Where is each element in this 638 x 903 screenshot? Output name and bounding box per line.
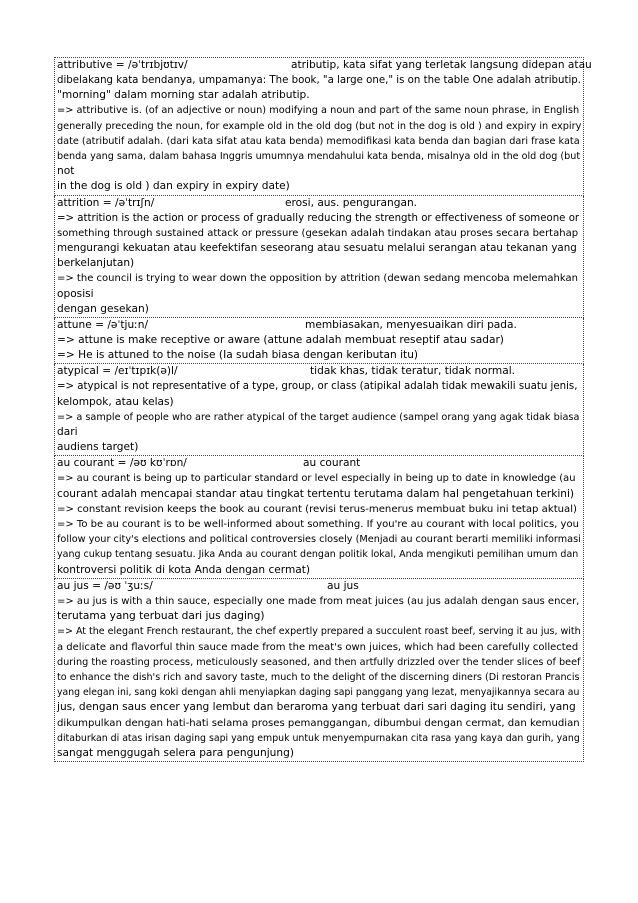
entry-line: not <box>57 165 75 178</box>
entry-line: => a sample of people who are rather atypical of the target audience (sampel orang yang agak tidak biasa <box>57 411 580 423</box>
entry-line: to enhance the dish's rich and savory taste, much to the delight of the discerning diners (Di restoran Prancis <box>57 671 580 683</box>
entry-line: generally preceding the noun, for example old in the old dog (but not in the dog is old ) and expiry in expiry <box>57 120 582 132</box>
entry-translation: erosi, aus. pengurangan. <box>285 196 418 209</box>
entry-line: oposisi <box>57 287 94 300</box>
entry-line: => attune is make receptive or aware (attune adalah membuat reseptif atau sadar) <box>57 334 504 347</box>
entry-translation: tidak khas, tidak teratur, tidak normal. <box>310 365 516 378</box>
entry-translation: au courant <box>303 457 361 470</box>
entry-line: => au courant is being up to particular standard or level especially in being up to date in knowledge (au <box>57 473 576 485</box>
entry-header <box>57 456 581 471</box>
entry-line: audiens target) <box>57 441 139 454</box>
entry-au-jus <box>54 579 584 762</box>
entry-line: dibelakang kata bendanya, umpamanya: The book, "a large one," is on the table One adalah atributip. <box>57 75 581 86</box>
entry-line: => constant revision keeps the book au courant (revisi terus-menerus membuat buku ini tetap aktual) <box>57 503 577 515</box>
dictionary-page <box>54 57 592 762</box>
entry-line: => To be au courant is to be well-informed about something. If you're au courant with local politics, you <box>57 519 579 531</box>
entry-line: mengurangi kekuatan atau keefektifan seseorang atau sesuatu melalui serangan atau tekanan yang <box>57 242 577 255</box>
entry-attune <box>54 318 584 364</box>
entry-line: in the dog is old ) dan expiry in expiry date) <box>57 180 290 193</box>
entry-line: date (atributif adalah. (dari kata sifat atau kata benda) memodifikasi kata benda dan bagian dari frase kata <box>57 135 580 147</box>
entry-term: au courant = /əʊ kʊˈrɒn/ <box>57 457 187 470</box>
entry-line: => au jus is with a thin sauce, especially one made from meat juices (au jus adalah dengan saus encer, <box>57 595 580 607</box>
entry-header <box>57 58 592 73</box>
entry-line: courant adalah mencapai standar atau tingkat tertentu terutama dalam hal pengetahuan terkini) <box>57 487 575 500</box>
entry-line: terutama yang terbuat dari jus daging) <box>57 610 265 623</box>
entry-line: benda yang sama, dalam bahasa Inggris umumnya mendahului kata benda, misalnya old in the old dog (but <box>57 151 581 163</box>
entry-line: dikumpulkan dengan hati-hati selama proses pemanggangan, dibumbui dengan cermat, dan kemudian <box>57 717 580 729</box>
entry-header <box>57 318 581 333</box>
entry-translation: membiasakan, menyesuaikan diri pada. <box>305 319 517 332</box>
entry-header <box>57 364 581 379</box>
entry-attrition <box>54 196 584 318</box>
entry-term: attune = /əˈtjuːn/ <box>57 319 149 332</box>
entry-line: => attrition is the action or process of gradually reducing the strength or effectiveness of someone or <box>57 212 580 224</box>
entry-line: during the roasting process, meticulously seasoned, and then artfully drizzled over the tender slices of beef <box>57 656 581 668</box>
entry-line: dengan gesekan) <box>57 302 149 315</box>
entry-line: "morning" dalam morning star adalah atributip. <box>57 89 310 102</box>
entry-term: attrition = /əˈtrɪʃn/ <box>57 196 155 209</box>
entry-line: => the council is trying to wear down the opposition by attrition (dewan sedang mencoba melemahkan <box>57 273 578 285</box>
entry-line: yang elegan ini, sang koki dengan ahli menyiapkan daging sapi panggang yang lezat, menyajikannya secara au <box>57 687 580 699</box>
entry-line: follow your city's elections and political controversies closely (Menjadi au courant berarti memiliki informasi <box>57 534 581 546</box>
entry-atypical <box>54 364 584 456</box>
entry-line: yang cukup tentang sesuatu. Jika Anda au courant dengan politik lokal, Anda mengikuti pemilihan umum dan <box>57 549 579 561</box>
entry-header <box>57 196 581 211</box>
entry-line: => atypical is not representative of a type, group, or class (atipikal adalah tidak mewakili suatu jenis, <box>57 381 578 393</box>
entry-attributive <box>54 57 592 196</box>
entry-line: kontroversi politik di kota Anda dengan cermat) <box>57 563 311 576</box>
entry-line: jus, dengan saus encer yang lembut dan beraroma yang terbuat dari sari daging itu sendiri, yang <box>57 701 576 714</box>
entry-au-courant <box>54 456 584 578</box>
entry-header <box>57 579 581 594</box>
entry-line: something through sustained attack or pressure (gesekan adalah tindakan atau proses secara bertahap <box>57 227 579 239</box>
entry-line: berkelanjutan) <box>57 257 135 270</box>
entry-term: au jus = /əʊ ˈʒuːs/ <box>57 579 153 592</box>
entry-line: => attributive is. (of an adjective or noun) modifying a noun and part of the same noun phrase, in English <box>57 105 580 117</box>
entry-line: a delicate and flavorful thin sauce made from the meat's own juices, which had been carefully collected <box>57 641 579 653</box>
entry-term: atypical = /eɪˈtɪpɪk(ə)l/ <box>57 365 178 378</box>
entry-line: => He is attuned to the noise (Ia sudah biasa dengan keributan itu) <box>57 349 419 362</box>
entry-line: ditaburkan di atas irisan daging sapi yang empuk untuk menyempurnakan cita rasa yang kaya dan gurih, yang <box>57 732 580 744</box>
entry-line: sangat menggugah selera para pengunjung) <box>57 746 294 759</box>
entry-translation: au jus <box>327 579 359 592</box>
entry-line: kelompok, atau kelas) <box>57 395 174 408</box>
entry-translation: atributip, kata sifat yang terletak langsung didepan atau <box>291 59 592 71</box>
entry-line: => At the elegant French restaurant, the chef expertly prepared a succulent roast beef, serving it au jus, with <box>57 626 581 638</box>
entry-line: dari <box>57 426 78 439</box>
entry-term: attributive = /əˈtrɪbjʊtɪv/ <box>57 59 188 71</box>
